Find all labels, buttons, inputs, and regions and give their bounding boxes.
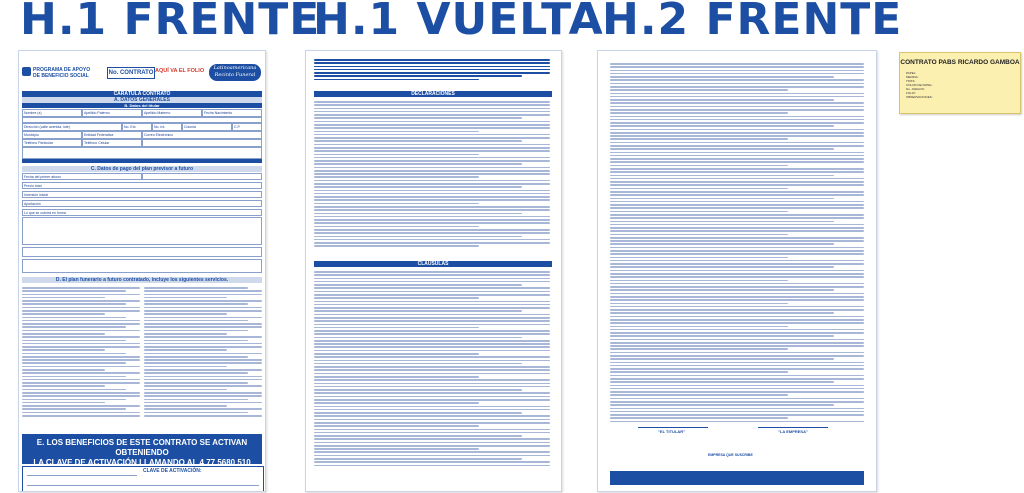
telefono-field[interactable]: Teléfono Particular: [22, 139, 82, 147]
card-row-color: COLOR DE PAPEL:: [906, 83, 933, 87]
primer-abono-field[interactable]: Fecha del primer abono: [22, 173, 142, 180]
plan-notes-box: [22, 217, 262, 245]
print-spec-card: [899, 52, 1021, 114]
entidad-field[interactable]: Entidad Federativa: [82, 131, 142, 139]
brand-logo: Latinoamericana Recinto Funeral: [209, 64, 261, 81]
pabs-logo-icon: [22, 67, 31, 76]
beneficiary-box[interactable]: [22, 147, 262, 159]
h2-frente-title: H.2 FRENTE: [602, 0, 903, 45]
colonia-field[interactable]: Colonia: [182, 123, 232, 131]
titular-sign-row[interactable]: [22, 247, 262, 257]
precio-total-field[interactable]: Precio total: [22, 182, 262, 189]
nombre-field[interactable]: Nombre (s): [22, 109, 82, 117]
clausulas-band: CLÁUSULAS: [314, 261, 552, 267]
inversion-inicial-field[interactable]: Inversión inicial: [22, 191, 262, 198]
card-title: CONTRATO PABS RICARDO GAMBOA: [900, 59, 1020, 66]
card-row-juegos: No. JUEGOS:: [906, 87, 925, 91]
cp-field[interactable]: C.P.: [232, 123, 262, 131]
h1-vuelta-title: H.1 VUELTA: [313, 0, 604, 45]
social-field[interactable]: [142, 139, 262, 147]
ataud-table: [22, 259, 262, 273]
municipio-field[interactable]: Municipio: [22, 131, 82, 139]
no-ext-field[interactable]: No. Ext.: [122, 123, 152, 131]
datos-titular-band: B. Datos del titular: [22, 103, 262, 108]
empresa-que-suscribe: EMPRESA QUE SUSCRIBE: [708, 453, 753, 457]
sheet-h1-frente: [18, 50, 266, 492]
titular-sign-line: [27, 475, 137, 476]
clausulas-text: [314, 271, 550, 468]
card-row-tinta: TINTA:: [906, 79, 916, 83]
sheet-h2-frente: [597, 50, 877, 492]
designation-band: [22, 159, 262, 163]
intro-paragraph: [314, 59, 550, 82]
h1-frente-title: H.1 FRENTE: [20, 0, 321, 45]
apellido-materno-field[interactable]: Apellido Materno: [142, 109, 202, 117]
servicios-band: D. El plan funerario a futuro contratado, incluye los siguientes servicios.: [22, 277, 262, 283]
activation-key-label: CLAVE DE ACTIVACIÓN:: [143, 468, 202, 474]
folio-label: AQUÍ VA EL FOLIO: [155, 68, 205, 74]
h2-clauses-text: [610, 63, 864, 424]
empresa-signature: "LA EMPRESA": [778, 429, 808, 434]
card-row-papel: PAPEL:: [906, 71, 917, 75]
titular-sign-line: [638, 427, 708, 428]
no-int-field[interactable]: No. Int.: [152, 123, 182, 131]
caratula-band: CARÁTULA CONTRATO: [22, 91, 262, 97]
promo-line-1: E. LOS BENEFICIOS DE ESTE CONTRATO SE ACTIVAN OBTENIENDO: [36, 438, 248, 457]
apellido-paterno-field[interactable]: Apellido Paterno: [82, 109, 142, 117]
empresa-sign-line: [758, 427, 828, 428]
activation-key-box[interactable]: [22, 466, 264, 492]
servicios-right-column: [144, 287, 262, 418]
declaraciones-text: [314, 101, 550, 249]
plan-section-band: C. Datos de pago del plan previsor a futuro: [22, 166, 262, 172]
sheet-h1-vuelta: [305, 50, 562, 492]
program-name: PROGRAMA DE APOYO DE BENEFICIO SOCIAL: [33, 67, 91, 79]
registry-band: [610, 471, 864, 485]
card-row-observaciones: OBSERVACIONES:: [906, 95, 933, 99]
declaraciones-band: DECLARACIONES: [314, 91, 552, 97]
asesor-line: [27, 485, 259, 486]
direccion-field[interactable]: Dirección (calle avenida, lote): [22, 123, 122, 131]
fecha-nacimiento-field[interactable]: Fecha Nacimiento: [202, 109, 262, 117]
promo-line-2: LA CLAVE DE ACTIVACIÓN LLAMANDO AL 4 77 5680 510: [33, 458, 251, 467]
datos-generales-band: A. DATOS GENERALES: [22, 97, 262, 103]
card-row-medida: MEDIDA:: [906, 75, 919, 79]
contract-number-label: No. CONTRATO: [107, 67, 155, 79]
plan-type-field[interactable]: [142, 173, 262, 180]
aportacion-field[interactable]: Aportación: [22, 200, 262, 207]
activation-promo: [22, 434, 262, 467]
titular-signature: "EL TITULAR": [658, 429, 686, 434]
celular-field[interactable]: Teléfono Celular: [82, 139, 142, 147]
servicios-left-column: [22, 287, 140, 418]
correo-field[interactable]: Correo Electrónico: [142, 131, 262, 139]
sheet1-header: [19, 51, 265, 89]
card-row-folio: FOLIO:: [906, 91, 916, 95]
forma-pago-field[interactable]: Lo que se cubrirá en forma: [22, 209, 262, 216]
